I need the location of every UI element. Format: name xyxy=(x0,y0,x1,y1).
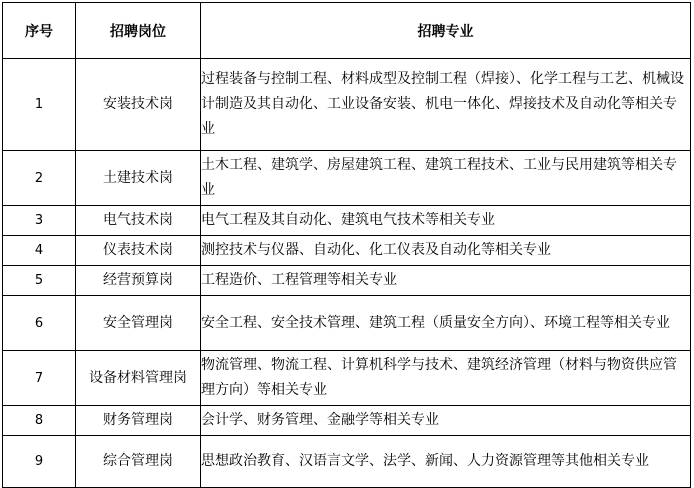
table-row xyxy=(3,266,691,296)
row-major: 安全工程、安全技术管理、建筑工程（质量安全方向）、环境工程等相关专业 xyxy=(201,296,691,351)
table-row xyxy=(3,151,691,206)
row-major: 测控技术与仪器、自动化、化工仪表及自动化等相关专业 xyxy=(201,236,691,266)
row-position: 经营预算岗 xyxy=(76,266,201,296)
row-number: 1 xyxy=(3,59,76,151)
row-number: 2 xyxy=(3,151,76,206)
row-number: 9 xyxy=(3,436,76,488)
row-position: 设备材料管理岗 xyxy=(76,351,201,406)
row-major: 会计学、财务管理、金融学等相关专业 xyxy=(201,406,691,436)
row-number: 7 xyxy=(3,351,76,406)
row-major: 电气工程及其自动化、建筑电气技术等相关专业 xyxy=(201,206,691,236)
row-major: 过程装备与控制工程、材料成型及控制工程（焊接）、化学工程与工艺、机械设计制造及其自动化、工业设备安装、机电一体化、焊接技术及自动化等相关专业 xyxy=(201,59,691,151)
recruitment-table xyxy=(2,2,691,488)
table-row xyxy=(3,59,691,151)
table-header-row xyxy=(3,3,691,59)
table-row xyxy=(3,296,691,351)
row-position: 仪表技术岗 xyxy=(76,236,201,266)
table-row xyxy=(3,436,691,488)
table-row xyxy=(3,236,691,266)
row-position: 安全管理岗 xyxy=(76,296,201,351)
row-position: 综合管理岗 xyxy=(76,436,201,488)
header-position: 招聘岗位 xyxy=(76,3,201,59)
row-number: 8 xyxy=(3,406,76,436)
header-major: 招聘专业 xyxy=(201,3,691,59)
row-position: 财务管理岗 xyxy=(76,406,201,436)
table-row xyxy=(3,206,691,236)
row-major: 思想政治教育、汉语言文学、法学、新闻、人力资源管理等其他相关专业 xyxy=(201,436,691,488)
row-number: 4 xyxy=(3,236,76,266)
row-number: 5 xyxy=(3,266,76,296)
row-number: 6 xyxy=(3,296,76,351)
row-major: 土木工程、建筑学、房屋建筑工程、建筑工程技术、工业与民用建筑等相关专业 xyxy=(201,151,691,206)
row-major: 工程造价、工程管理等相关专业 xyxy=(201,266,691,296)
row-number: 3 xyxy=(3,206,76,236)
row-major: 物流管理、物流工程、计算机科学与技术、建筑经济管理（材料与物资供应管理方向）等相关专业 xyxy=(201,351,691,406)
table-row xyxy=(3,406,691,436)
row-position: 土建技术岗 xyxy=(76,151,201,206)
header-number: 序号 xyxy=(3,3,76,59)
table-row xyxy=(3,351,691,406)
row-position: 电气技术岗 xyxy=(76,206,201,236)
row-position: 安装技术岗 xyxy=(76,59,201,151)
